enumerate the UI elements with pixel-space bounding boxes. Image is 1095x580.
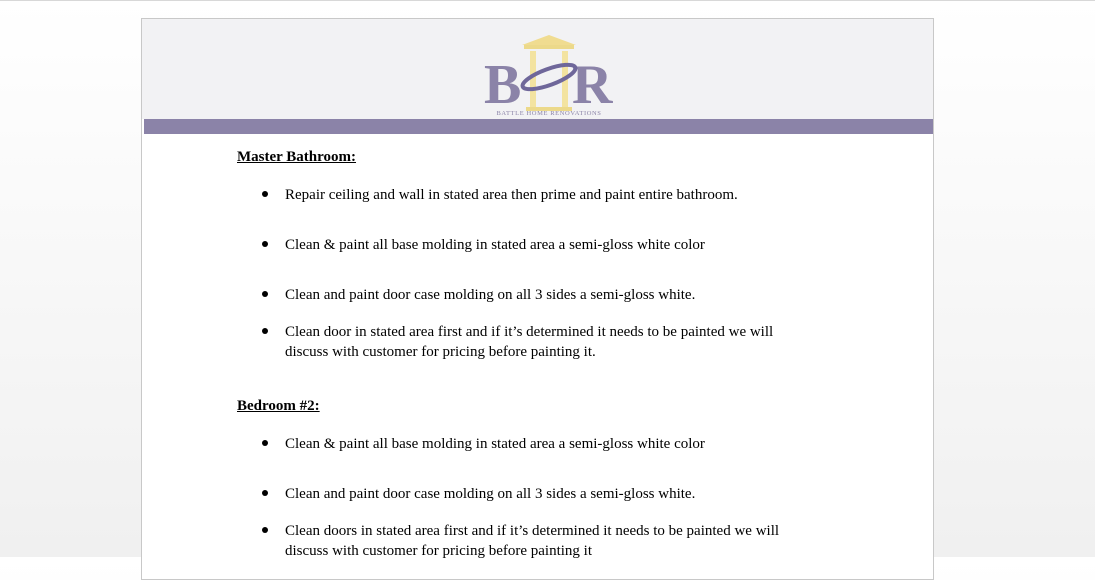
list-item: Repair ceiling and wall in stated area then prime and paint entire bathroom.: [285, 187, 738, 203]
list-item: Clean and paint door case molding on all 3 sides a semi-gloss white.: [285, 486, 696, 502]
header-accent-bar: [144, 119, 933, 134]
document-page: [141, 18, 934, 580]
bullet-icon: [262, 241, 268, 247]
page-header: [142, 19, 933, 119]
bullet-icon: [262, 440, 268, 446]
section-heading: Master Bathroom:: [237, 149, 357, 165]
list-item-line: discuss with customer for pricing before painting it: [285, 543, 593, 559]
bullet-icon: [262, 291, 268, 297]
section-heading: Bedroom #2:: [237, 398, 320, 414]
bullet-icon: [262, 490, 268, 496]
svg-text:R: R: [572, 54, 613, 116]
list-item-line: Clean door in stated area first and if it’s determined it needs to be painted we will: [285, 324, 774, 340]
list-item-line: discuss with customer for pricing before painting it.: [285, 344, 596, 360]
list-item: Clean & paint all base molding in stated area a semi-gloss white color: [285, 237, 705, 253]
bullet-icon: [262, 328, 268, 334]
window-top-border: [0, 0, 1095, 1]
company-logo: [482, 33, 617, 117]
svg-text:B: B: [484, 54, 522, 116]
list-item: Clean and paint door case molding on all 3 sides a semi-gloss white.: [285, 287, 696, 303]
svg-text:BATTLE HOME RENOVATIONS: BATTLE HOME RENOVATIONS: [496, 110, 602, 117]
list-item: Clean & paint all base molding in stated area a semi-gloss white color: [285, 436, 705, 452]
bullet-icon: [262, 191, 268, 197]
bullet-icon: [262, 527, 268, 533]
list-item-line: Clean doors in stated area first and if it’s determined it needs to be painted we will: [285, 523, 780, 539]
